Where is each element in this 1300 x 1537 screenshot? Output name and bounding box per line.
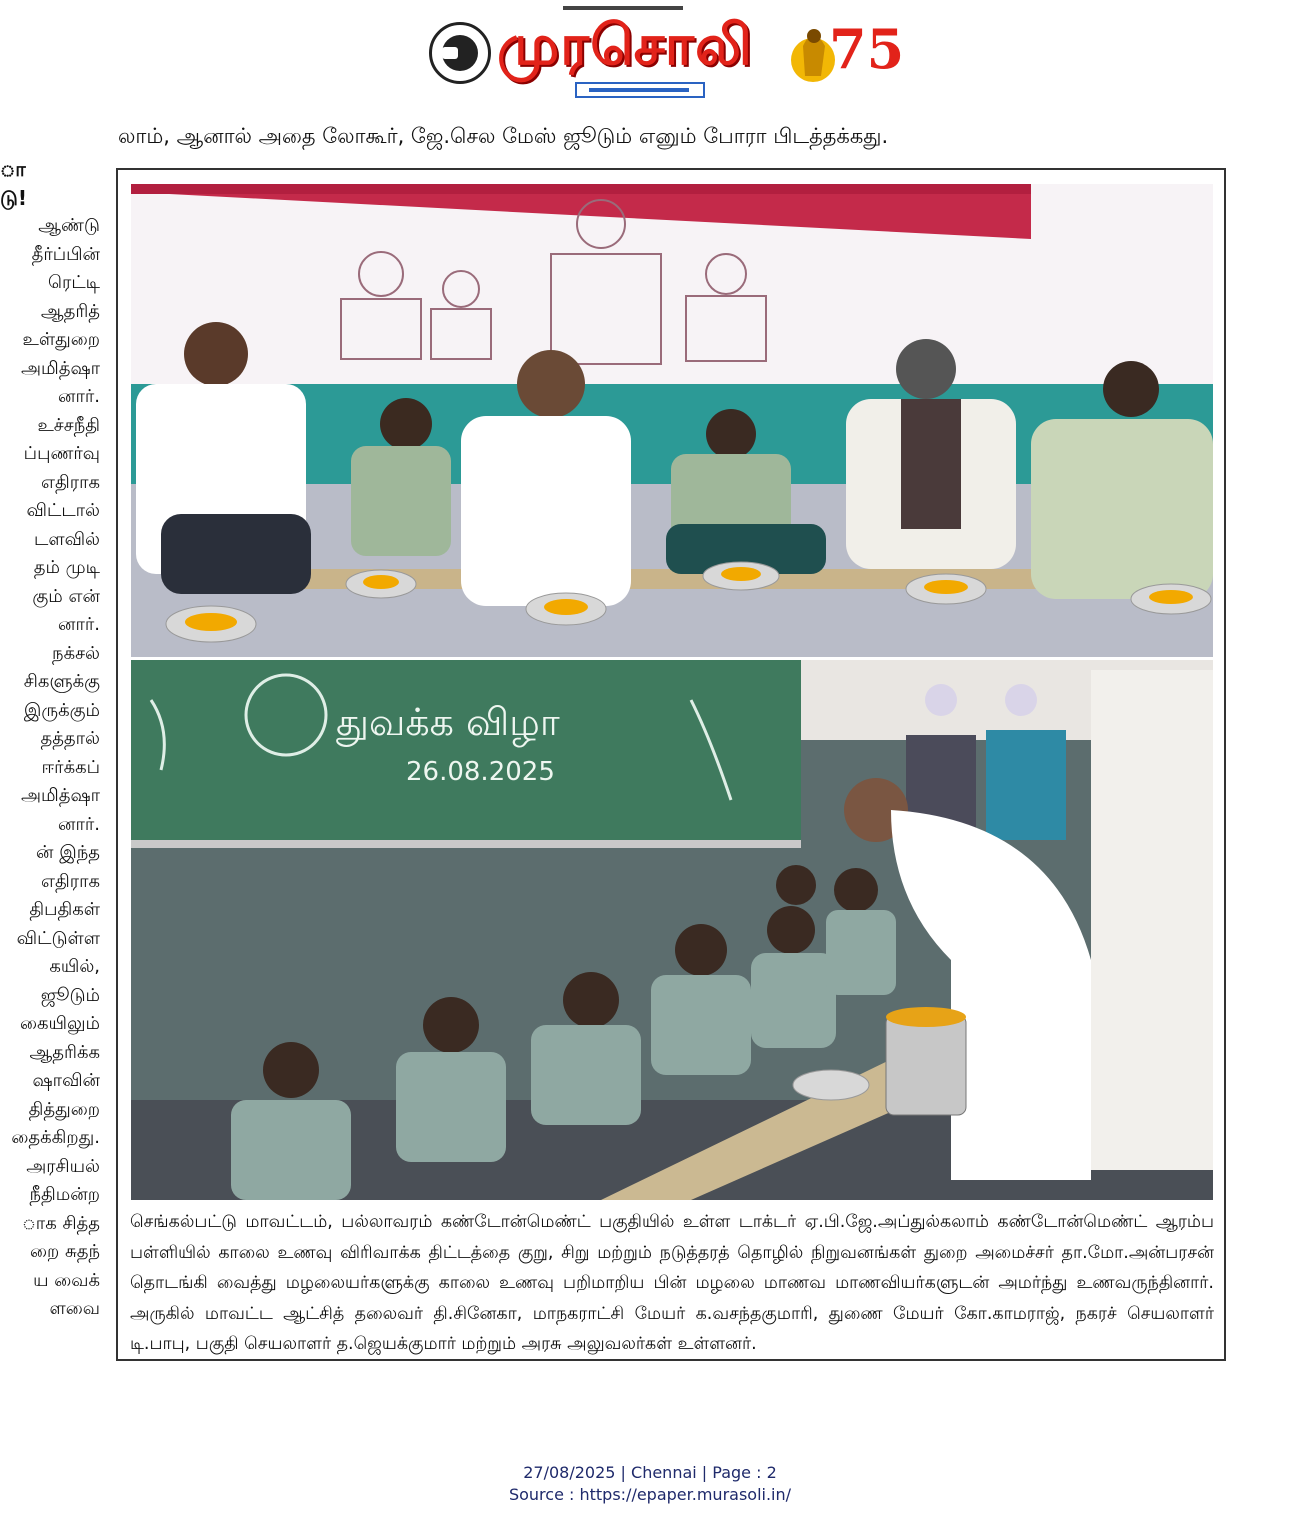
left-column-line: இருக்கும் — [23, 699, 100, 721]
left-column-line: தம் முடி — [33, 557, 100, 578]
left-column-line: ாக சித்த — [22, 1212, 100, 1234]
photo-caption: செங்கல்பட்டு மாவட்டம், பல்லாவரம் கண்டோன்மெண்ட் பகுதியில் உள்ள டாக்டர் ஏ.பி.ஜே.அப்துல்கலாம் கண்டோன்மெண்ட் ஆரம்ப பள்ளியில் காலை உணவு விரிவாக்க திட்டத்தை குறு, சிறு மற்றும் நடுத்தரத் தொழில் நிறுவனங்கள் துறை அமைச்சர் தா.மோ.அன்பரசன் தொடங்கி வைத்து மழலையர்களுக்கு காலை உணவு பறிமாறிய பின் மழலை மாணவ மாணவியர்களுடன் அமர்ந்து உணவருந்தினார். அருகில் மாவட்ட ஆட்சித் தலைவர் தி.சினேகா, மாநகராட்சி மேயர் க.வசந்தகுமாரி, துணை மேயர் கோ.காமராஜ், நகரச் செயலாளர் டி.பாபு, பகுதி செயலாளர் த.ஜெயக்குமார் மற்றும் அரசு அலுவலர்கள் உள்ளனர். — [130, 1212, 1214, 1354]
left-column-line: டு! — [0, 185, 27, 210]
masthead — [425, 4, 905, 102]
left-column-line: ளவை — [49, 1298, 100, 1319]
left-column-line: ன் இந்த — [36, 842, 100, 863]
left-column-line: ய வைக் — [33, 1269, 100, 1291]
left-column-line: எதிராக — [40, 870, 100, 892]
article-cut-line: லாம், ஆனால் அதை லோகூர், ஜே.செல மேஸ் ஜூடும் எனும் போரா பிடத்தக்கது. — [118, 124, 889, 148]
blackboard-date: 26.08.2025 — [406, 757, 555, 787]
left-column-line: ரெட்டி — [48, 272, 100, 293]
anniversary-logo — [785, 6, 905, 98]
blackboard-title: துவக்க விழா — [336, 700, 560, 744]
page-footer — [0, 1462, 1300, 1506]
newspaper-title: முரசொலி — [497, 13, 753, 78]
left-column-line: ஆண்டு — [38, 215, 100, 236]
left-column-line: னார். — [58, 813, 100, 835]
left-column-line: கயில், — [49, 956, 100, 977]
left-column-line: தித்துறை — [28, 1098, 100, 1120]
left-column-line: தீர்ப்பின் — [31, 243, 100, 265]
left-column-line: திபதிகள் — [29, 899, 100, 920]
source-link[interactable]: Source : https://epaper.murasoli.in/ — [508, 1485, 792, 1504]
left-column-line: றை சுதந் — [29, 1241, 100, 1262]
left-column-line: டளவில் — [34, 528, 100, 550]
left-article-column — [0, 155, 100, 1324]
left-column-line: னார். — [58, 614, 100, 635]
left-column-line: கும் என் — [32, 585, 100, 607]
masthead-subtag-mark — [575, 82, 705, 98]
left-column-line: ா — [0, 157, 26, 181]
left-column-line: அரசியல் — [26, 1155, 100, 1177]
photo-breakfast-eating — [131, 184, 1213, 657]
left-column-line: ஆதரித் — [40, 300, 100, 322]
left-column-line: ஆதரிக்க — [29, 1041, 100, 1063]
anniversary-number: 75 — [829, 17, 905, 81]
left-column-line: தத்தால் — [40, 728, 100, 749]
left-column-line: விட்டுள்ள — [16, 927, 100, 949]
left-column-line: தைக்கிறது. — [11, 1127, 100, 1148]
left-column-line: அமித்ஷா — [21, 357, 100, 379]
left-column-line: நக்சல் — [52, 642, 100, 664]
left-column-line: னார். — [58, 386, 100, 407]
photo-frame — [116, 168, 1226, 1361]
left-column-line: ஈர்க்கப் — [41, 756, 100, 778]
left-column-line: ப்புணர்வு — [23, 443, 100, 464]
left-column-line: நீதிமன்ற — [29, 1184, 100, 1205]
photo-breakfast-serving — [131, 660, 1213, 1200]
left-column-line: ஷாவின் — [32, 1070, 100, 1091]
edition-info: 27/08/2025 | Chennai | Page : 2 — [523, 1463, 777, 1482]
left-column-line: அமித்ஷா — [21, 785, 100, 806]
left-column-line: விட்டால் — [26, 500, 100, 521]
left-column-line: சிகளுக்கு — [23, 671, 100, 692]
left-column-line: உள்துறை — [22, 329, 100, 350]
left-column-line: கையிலும் — [19, 1013, 100, 1034]
left-column-line: உச்சநீதி — [37, 414, 100, 436]
party-emblem-icon — [429, 22, 491, 84]
left-column-line: எதிராக — [40, 471, 100, 493]
left-column-line: ஜூடும் — [40, 984, 100, 1006]
